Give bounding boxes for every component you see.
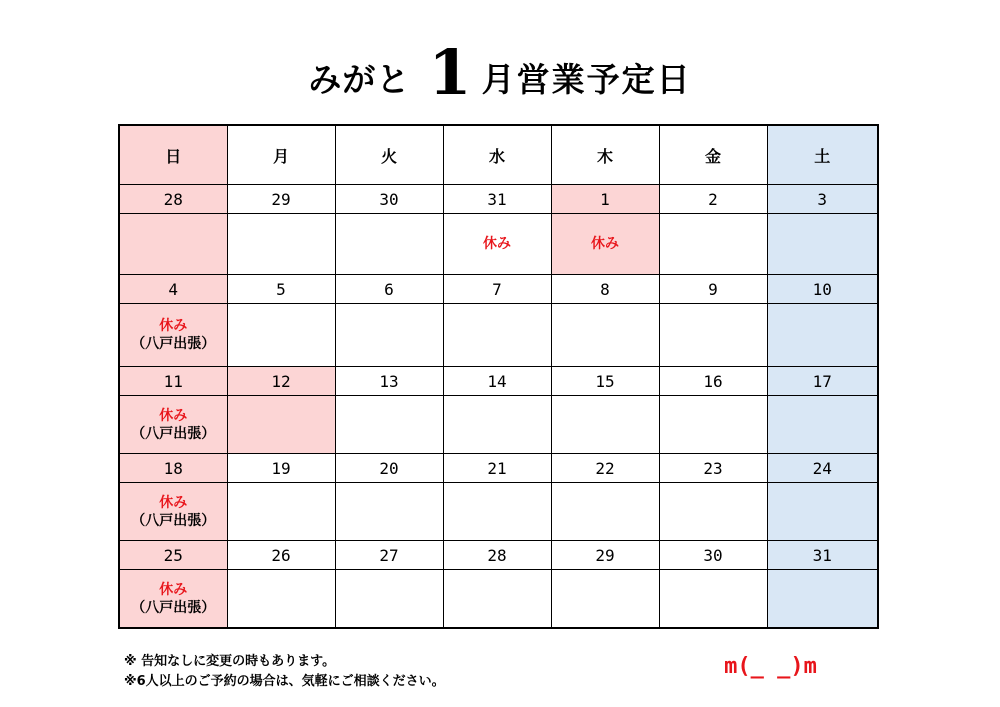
date-cell: 28 [119, 185, 227, 214]
date-cell: 24 [767, 454, 878, 483]
title-suffix: 月営業予定日 [481, 60, 692, 99]
holiday-label: 休み [591, 236, 619, 252]
date-cell: 7 [443, 275, 551, 304]
note-cell [227, 483, 335, 541]
note-cell [551, 214, 659, 275]
note-cell [551, 483, 659, 541]
date-cell: 19 [227, 454, 335, 483]
note-cell [335, 214, 443, 275]
date-row [119, 541, 878, 570]
note-cell [443, 304, 551, 367]
date-cell: 28 [443, 541, 551, 570]
date-cell: 21 [443, 454, 551, 483]
page-title [0, 28, 1000, 109]
note-cell [443, 570, 551, 629]
note-cell [551, 304, 659, 367]
date-cell: 8 [551, 275, 659, 304]
date-cell: 31 [767, 541, 878, 570]
weekday-header-row [119, 125, 878, 185]
date-cell: 1 [551, 185, 659, 214]
bowing-emoticon: m(_ _)m [724, 654, 817, 679]
date-cell: 26 [227, 541, 335, 570]
note-cell [551, 570, 659, 629]
date-row [119, 367, 878, 396]
note-cell [551, 396, 659, 454]
note-cell [443, 483, 551, 541]
note-cell [227, 214, 335, 275]
holiday-label: 休み [159, 318, 188, 334]
weekday-header: 日 [119, 125, 227, 185]
date-cell: 13 [335, 367, 443, 396]
note-cell [443, 396, 551, 454]
note-cell [659, 214, 767, 275]
note-cell [227, 304, 335, 367]
note-row [119, 396, 878, 454]
note-cell [119, 396, 227, 454]
date-cell: 18 [119, 454, 227, 483]
note-cell [767, 483, 878, 541]
date-cell: 9 [659, 275, 767, 304]
note-cell [767, 396, 878, 454]
note-cell [767, 570, 878, 629]
weekday-header: 月 [227, 125, 335, 185]
date-cell: 23 [659, 454, 767, 483]
note-cell [119, 483, 227, 541]
note-cell [119, 304, 227, 367]
note-cell [443, 214, 551, 275]
date-cell: 3 [767, 185, 878, 214]
title-month: 1 [428, 36, 472, 109]
title-prefix: みがと [308, 60, 411, 99]
note-row [119, 483, 878, 541]
weekday-header: 土 [767, 125, 878, 185]
note-cell [659, 570, 767, 629]
note-row [119, 304, 878, 367]
date-cell: 25 [119, 541, 227, 570]
note-cell [335, 483, 443, 541]
date-cell: 6 [335, 275, 443, 304]
weekday-header: 水 [443, 125, 551, 185]
footer-note-reservation: ※6人以上のご予約の場合は、気軽にご相談ください。 [124, 674, 445, 689]
note-cell [659, 483, 767, 541]
date-cell: 12 [227, 367, 335, 396]
date-row [119, 275, 878, 304]
date-cell: 30 [335, 185, 443, 214]
weekday-header: 火 [335, 125, 443, 185]
footer-notes [124, 652, 445, 692]
note-cell [659, 396, 767, 454]
date-cell: 15 [551, 367, 659, 396]
note-cell [335, 396, 443, 454]
date-cell: 16 [659, 367, 767, 396]
calendar-table [118, 124, 879, 629]
date-cell: 29 [227, 185, 335, 214]
footer-note-change: ※ 告知なしに変更の時もあります。 [124, 654, 336, 669]
holiday-label: 休み [483, 236, 511, 252]
note-cell [335, 304, 443, 367]
note-cell [119, 570, 227, 629]
date-row [119, 454, 878, 483]
note-row [119, 570, 878, 629]
date-cell: 22 [551, 454, 659, 483]
weekday-header: 木 [551, 125, 659, 185]
holiday-label: 休み [159, 494, 188, 511]
note-row [119, 214, 878, 275]
note-cell [335, 570, 443, 629]
date-cell: 30 [659, 541, 767, 570]
date-cell: 29 [551, 541, 659, 570]
note-sub: （八戸出張） [131, 425, 216, 442]
note-cell [659, 304, 767, 367]
note-cell [767, 214, 878, 275]
note-cell [227, 396, 335, 454]
holiday-label: 休み [159, 581, 188, 598]
date-cell: 5 [227, 275, 335, 304]
date-cell: 17 [767, 367, 878, 396]
weekday-header: 金 [659, 125, 767, 185]
date-cell: 4 [119, 275, 227, 304]
note-sub: （八戸出張） [131, 336, 216, 352]
note-sub: （八戸出張） [131, 599, 216, 616]
date-cell: 31 [443, 185, 551, 214]
date-cell: 2 [659, 185, 767, 214]
date-cell: 14 [443, 367, 551, 396]
note-sub: （八戸出張） [131, 512, 216, 529]
note-cell [119, 214, 227, 275]
note-cell [227, 570, 335, 629]
date-cell: 11 [119, 367, 227, 396]
date-cell: 27 [335, 541, 443, 570]
note-cell [767, 304, 878, 367]
date-row [119, 185, 878, 214]
date-cell: 10 [767, 275, 878, 304]
holiday-label: 休み [159, 407, 188, 424]
date-cell: 20 [335, 454, 443, 483]
